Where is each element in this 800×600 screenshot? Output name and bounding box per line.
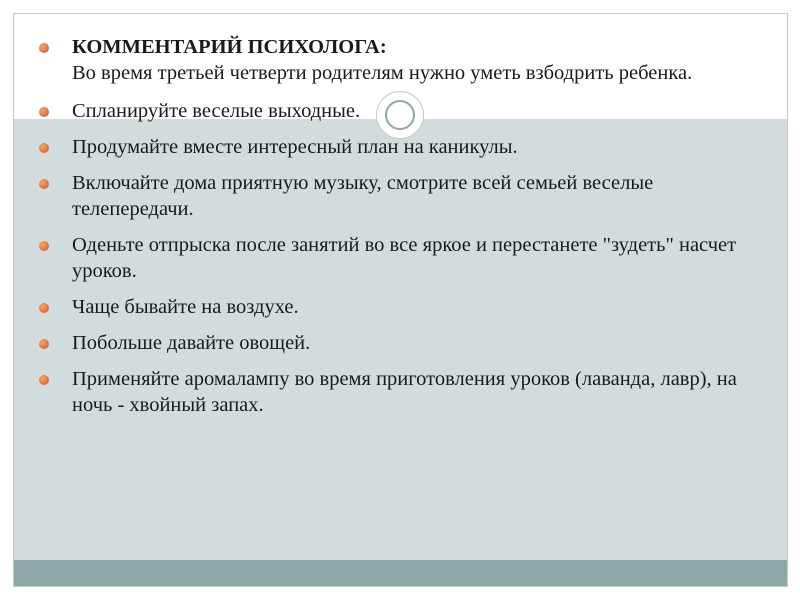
bullet-text: Побольше давайте овощей. [72,332,311,354]
bullet-text: Включайте дома приятную музыку, смотрите всей семьей веселые телепередачи. [72,172,654,220]
bullet-dot-icon [39,143,49,153]
bullet-dot-icon [39,339,49,349]
bullet-item [38,134,758,160]
bullet-item [38,170,758,222]
bullet-item [38,232,758,284]
bullet-text: Спланируйте веселые выходные. [72,100,361,122]
bullet-item [38,366,758,418]
slide-intro: Во время третьей четверти родителям нужно уметь взбодрить ребенка. [72,62,693,84]
bullet-dot-icon [39,107,49,117]
bullet-dot-icon [39,43,49,53]
bullet-item [38,98,758,124]
bullet-item-heading [38,34,758,86]
bullet-dot-icon [39,375,49,385]
bullet-item [38,294,758,320]
slide-content [38,34,758,428]
slide-footer-band [14,560,787,586]
bullet-text: Оденьте отпрыска после занятий во все яркое и перестанете "зудеть" насчет уроков. [72,234,737,282]
bullet-text: Применяйте аромалампу во время приготовления уроков (лаванда, лавр), на ночь - хвойный запах. [72,368,737,416]
bullet-text: Продумайте вместе интересный план на каникулы. [72,136,518,158]
bullet-dot-icon [39,241,49,251]
bullet-item [38,330,758,356]
bullet-dot-icon [39,179,49,189]
bullet-dot-icon [39,303,49,313]
slide-heading: КОММЕНТАРИЙ ПСИХОЛОГА: [72,36,387,58]
bullet-text: Чаще бывайте на воздухе. [72,296,299,318]
